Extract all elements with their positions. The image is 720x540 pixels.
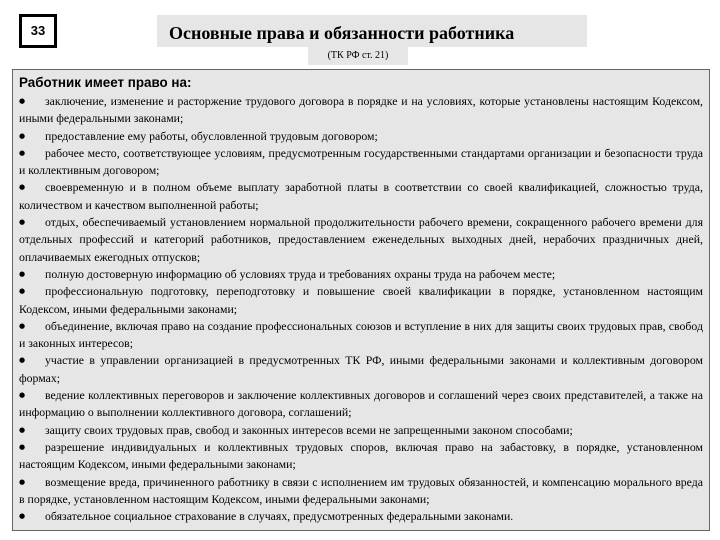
rights-list-item xyxy=(19,128,703,145)
rights-item-text: разрешение индивидуальных и коллективных трудовых споров, включая право на забастовку, в порядке, установленном настоящим Кодексом, иными федеральными законами; xyxy=(19,439,703,472)
bullet-icon: ● xyxy=(19,183,26,192)
bullet-icon: ● xyxy=(19,391,26,400)
bullet-icon: ● xyxy=(19,148,26,157)
bullet-icon: ● xyxy=(19,477,26,486)
bullet-icon: ● xyxy=(19,442,26,451)
rights-list-item xyxy=(19,214,703,266)
rights-item-text: заключение, изменение и расторжение трудового договора в порядке и на условиях, которые установлены настоящим Кодексом, иными федеральными законами; xyxy=(19,94,703,126)
rights-item-text: отдых, обеспечиваемый установлением нормальной продолжительности рабочего времени, сокращенного рабочего времени для отдельных профессий и категорий работников, предоставлением еженедельных выходных дней, нерабочих праздничных дней, оплачиваемых ежегодных отпусков; xyxy=(19,215,703,264)
rights-panel xyxy=(12,69,710,531)
law-reference: (ТК РФ ст. 21) xyxy=(308,47,408,65)
slide-number-badge xyxy=(19,14,57,48)
bullet-icon: ● xyxy=(19,512,26,521)
rights-list-item xyxy=(19,179,703,214)
bullet-icon: ● xyxy=(19,131,26,140)
slide-number: 33 xyxy=(22,17,54,45)
rights-item-text: объединение, включая право на создание профессиональных союзов и вступление в них для защиты своих трудовых прав, свобод и законных интересов; xyxy=(19,318,703,351)
rights-item-text: ведение коллективных переговоров и заключение коллективных договоров и соглашений через своих представителей, а также на информацию о выполнении коллективного договора, соглашений; xyxy=(19,388,703,420)
bullet-icon: ● xyxy=(19,218,26,227)
rights-list-item xyxy=(19,474,703,509)
bullet-icon: ● xyxy=(19,425,26,434)
bullet-icon: ● xyxy=(19,321,26,330)
rights-list-item xyxy=(19,508,703,525)
rights-list-item xyxy=(19,318,703,353)
rights-item-text: предоставление ему работы, обусловленной трудовым договором; xyxy=(45,128,378,143)
rights-list-item xyxy=(19,266,703,283)
rights-item-text: защиту своих трудовых прав, свобод и законных интересов всеми не запрещенными законом способами; xyxy=(45,422,573,437)
rights-list-item xyxy=(19,439,703,474)
page-title: Основные права и обязанности работника xyxy=(157,15,587,47)
rights-item-text: своевременную и в полном объеме выплату заработной платы в соответствии со своей квалификацией, сложностью труда, количеством и качеством выполненной работы; xyxy=(19,180,703,212)
rights-item-text: возмещение вреда, причиненного работнику в связи с исполнением им трудовых обязанностей, и компенсацию морального вреда в порядке, установленном настоящим Кодексом, иными федеральными законами; xyxy=(19,474,703,506)
rights-item-text: рабочее место, соответствующее условиям, предусмотренным государственными стандартами организации и безопасности труда и коллективным договором; xyxy=(19,145,703,178)
rights-list-item xyxy=(19,422,703,439)
bullet-icon: ● xyxy=(19,97,26,105)
rights-list-item xyxy=(19,387,703,422)
rights-list-item xyxy=(19,93,703,128)
rights-list-item xyxy=(19,352,703,387)
bullet-icon: ● xyxy=(19,287,26,296)
rights-list-item xyxy=(19,283,703,318)
rights-item-text: обязательное социальное страхование в случаях, предусмотренных федеральными законами. xyxy=(45,509,514,524)
bullet-icon: ● xyxy=(19,269,26,278)
rights-list xyxy=(19,93,703,525)
rights-list-item xyxy=(19,145,703,180)
rights-item-text: участие в управлении организацией в предусмотренных ТК РФ, иными федеральными законами и коллективным договором формах; xyxy=(19,353,703,385)
rights-heading: Работник имеет право на: xyxy=(19,75,192,90)
rights-item-text: профессиональную подготовку, переподготовку и повышение своей квалификации в порядке, установленном настоящим Кодексом, иными федеральными законами; xyxy=(19,284,703,316)
bullet-icon: ● xyxy=(19,356,26,365)
rights-item-text: полную достоверную информацию об условиях труда и требованиях охраны труда на рабочем месте; xyxy=(45,266,556,281)
